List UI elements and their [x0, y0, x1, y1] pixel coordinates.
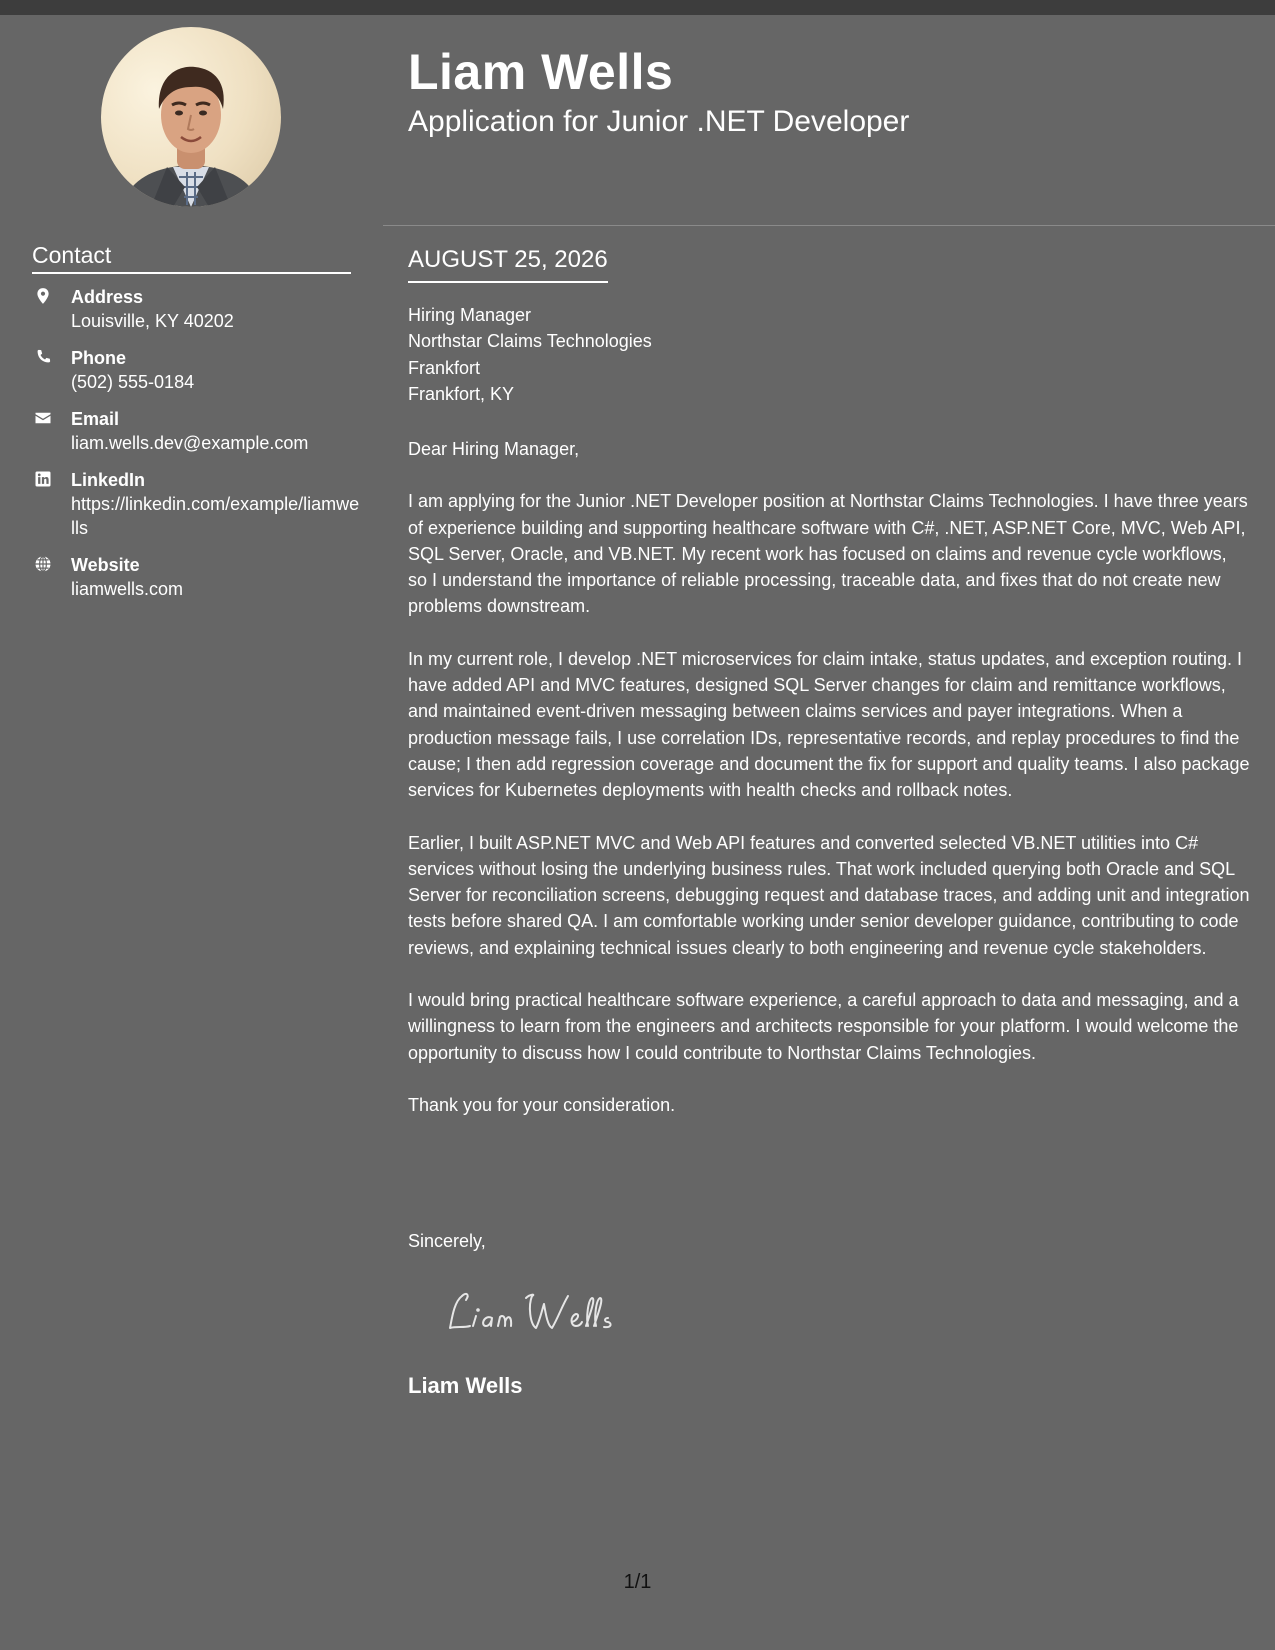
recipient-line: Frankfort — [408, 357, 481, 378]
contact-label: Website — [71, 555, 140, 575]
contact-label: LinkedIn — [71, 470, 146, 490]
letter-date: AUGUST 25, 2026 — [408, 245, 608, 283]
applicant-name: Liam Wells — [408, 44, 674, 100]
recipient-block — [408, 302, 652, 407]
handwritten-signature — [440, 1282, 640, 1342]
letter-paragraph: Thank you for your consideration. — [408, 1094, 676, 1115]
contact-list — [32, 285, 362, 614]
phone-icon — [34, 348, 52, 366]
recipient-line: Frankfort, KY — [408, 383, 515, 404]
signed-name: Liam Wells — [408, 1373, 523, 1398]
contact-label: Phone — [71, 348, 127, 368]
letter-paragraph: Earlier, I built ASP.NET MVC and Web API features and converted selected VB.NET utilities into C# services without losing the underlying business rules. That work included querying both Oracle and SQL Server for reconciliation screens, debugging request and database traces, and adding unit and integration tests before shared QA. I am comfortable working under senior developer guidance, contributing to code reviews, and explaining technical issues clearly to both engineering and revenue cycle stakeholders. — [408, 832, 1250, 958]
linkedin-icon — [34, 470, 52, 488]
contact-heading: Contact — [32, 241, 351, 274]
header-divider — [383, 225, 1275, 226]
page-number: 1/1 — [623, 1571, 652, 1593]
recipient-line: Northstar Claims Technologies — [408, 331, 652, 352]
contact-value: (502) 555-0184 — [71, 372, 195, 392]
letter-paragraph: I am applying for the Junior .NET Developer position at Northstar Claims Technologies. I have three years of experience building and supporting healthcare software with C#, .NET, ASP.NET Core, MVC, Web API, SQL Server, Oracle, and VB.NET. My recent work has focused on claims and revenue cycle workflows, so I understand the importance of reliable processing, traceable data, and fixes that do not create new problems downstream. — [408, 491, 1248, 617]
recipient-line: Hiring Manager — [408, 305, 532, 325]
contact-label: Email — [71, 409, 120, 429]
contact-value: https://linkedin.com/example/liamwells — [71, 494, 360, 538]
letter-body — [408, 436, 1250, 1144]
contact-label: Address — [71, 287, 144, 307]
contact-website — [32, 553, 362, 601]
location-pin-icon — [34, 287, 52, 305]
contact-value: Louisville, KY 40202 — [71, 311, 234, 331]
contact-linkedin — [32, 468, 362, 540]
envelope-icon — [34, 409, 52, 427]
top-bar — [0, 0, 1275, 15]
closing: Sincerely, — [408, 1231, 486, 1251]
contact-value: liamwells.com — [71, 579, 184, 599]
application-subtitle: Application for Junior .NET Developer — [408, 105, 910, 138]
profile-photo — [101, 27, 281, 207]
salutation: Dear Hiring Manager, — [408, 439, 580, 459]
contact-address — [32, 285, 362, 333]
letter-paragraph: In my current role, I develop .NET microservices for claim intake, status updates, and exception routing. I have added API and MVC features, designed SQL Server changes for claim and remittance workflows, and maintained event-driven messaging between claims services and payer integrations. When a production message fails, I use correlation IDs, representative records, and replay procedures to find the cause; I then add regression coverage and document the fix for support and quality teams. I also package services for Kubernetes deployments with health checks and rollback notes. — [408, 648, 1250, 801]
contact-value: liam.wells.dev@example.com — [71, 433, 309, 453]
contact-phone — [32, 346, 362, 394]
contact-email — [32, 407, 362, 455]
globe-icon — [34, 555, 52, 573]
letter-paragraph: I would bring practical healthcare software experience, a careful approach to data and messaging, and a willingness to learn from the engineers and architects responsible for your platform. I would welcome the opportunity to discuss how I could contribute to Northstar Claims Technologies. — [408, 990, 1239, 1063]
